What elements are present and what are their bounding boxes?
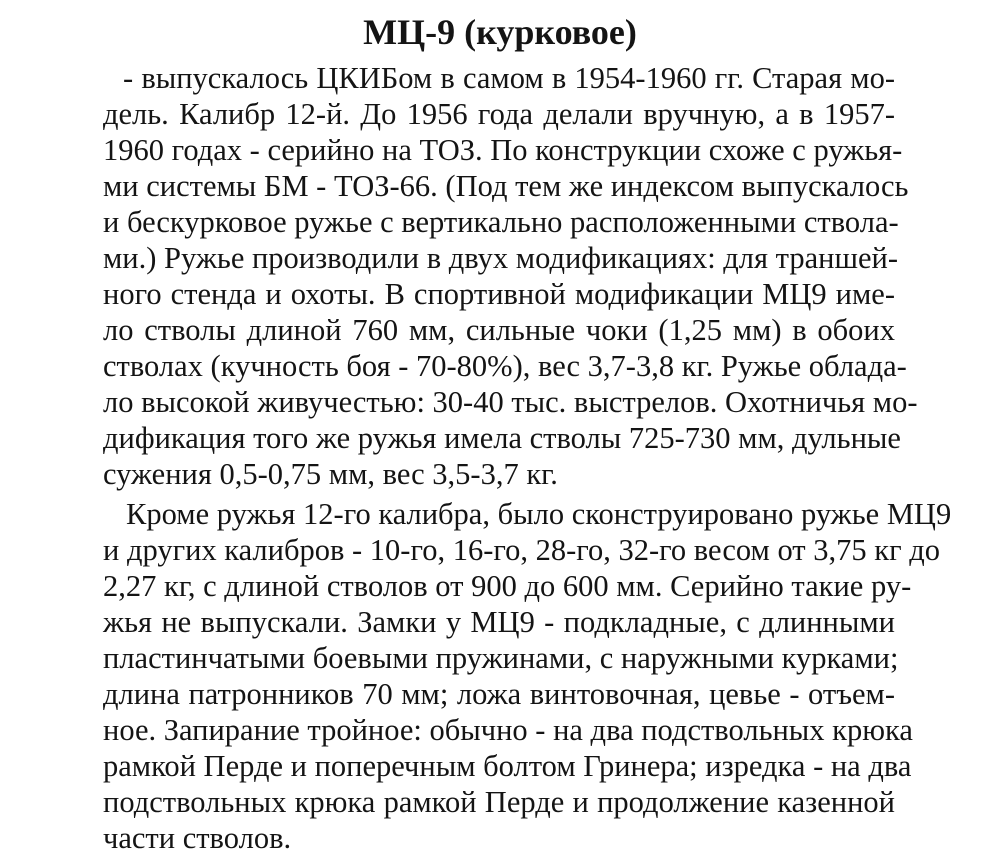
text-line: - выпускалось ЦКИБом в самом в 1954-1960 гг. Старая мо-	[123, 61, 895, 95]
text-line: и других калибров - 10-го, 16-го, 28-го, 32-го весом от 3,75 кг до	[103, 533, 940, 567]
text-line: пластинчатыми боевыми пружинами, с наружными курками;	[103, 641, 899, 675]
text-line: стволах (кучность боя - 70-80%), вес 3,7-3,8 кг. Ружье облада-	[103, 349, 907, 383]
text-line: сужения 0,5-0,75 мм, вес 3,5-3,7 кг.	[103, 457, 558, 491]
text-line: и бескурковое ружье с вертикально расположенными ствола-	[103, 205, 899, 239]
text-line: ло высокой живучестью: 30-40 тыс. выстрелов. Охотничья мо-	[103, 385, 918, 419]
text-line: ми.) Ружье производили в двух модификациях: для траншей-	[103, 241, 898, 275]
text-line: части стволов.	[103, 821, 292, 855]
text-line: рамкой Перде и поперечным болтом Гринера; изредка - на два	[103, 749, 912, 783]
text-line: дификация того же ружья имела стволы 725-730 мм, дульные	[103, 421, 901, 455]
text-line: жья не выпускали. Замки у МЦ9 - подкладные, с длинными	[103, 605, 895, 639]
text-line: 2,27 кг, с длиной стволов от 900 до 600 мм. Серийно такие ру-	[103, 569, 912, 603]
text-line: 1960 годах - серийно на ТОЗ. По конструкции схоже с ружья-	[103, 133, 903, 167]
text-line: ное. Запирание тройное: обычно - на два подствольных крюка	[103, 713, 913, 747]
text-line: ло стволы длиной 760 мм, сильные чоки (1,25 мм) в обоих	[103, 313, 895, 347]
text-line: ного стенда и охоты. В спортивной модификации МЦ9 име-	[103, 277, 895, 311]
text-line: Кроме ружья 12-го калибра, было сконструировано ружье МЦ9	[126, 497, 952, 531]
text-line: ми системы БМ - ТОЗ-66. (Под тем же индексом выпускалось	[103, 169, 909, 203]
text-line: дель. Калибр 12-й. До 1956 года делали вручную, а в 1957-	[103, 97, 895, 131]
text-line: подствольных крюка рамкой Перде и продолжение казенной	[103, 785, 895, 819]
page-title: МЦ-9 (курковое)	[363, 12, 637, 52]
text-line: длина патронников 70 мм; ложа винтовочная, цевье - отъем-	[103, 677, 895, 711]
